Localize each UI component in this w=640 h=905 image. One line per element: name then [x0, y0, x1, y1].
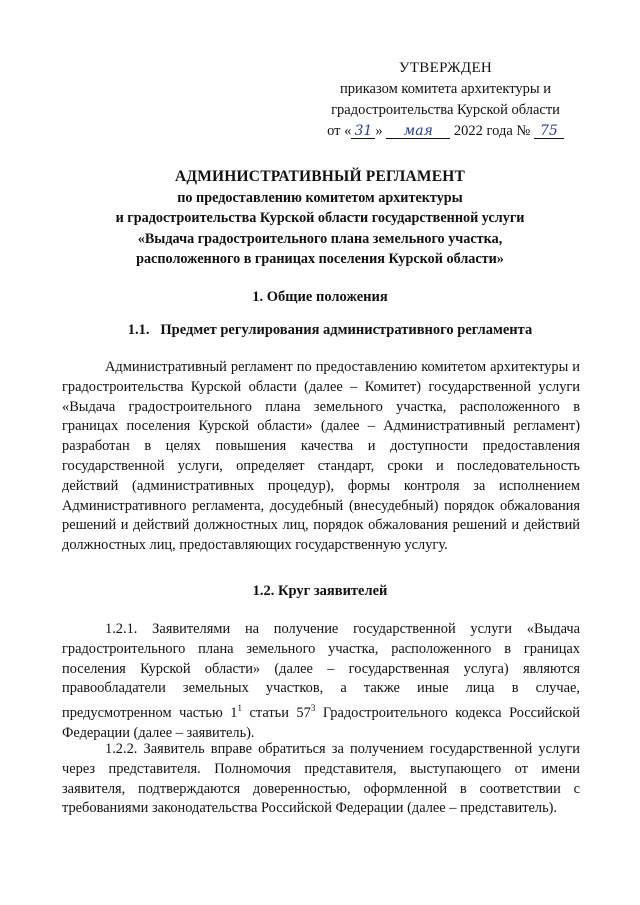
section-1-2-2-paragraph: 1.2.2. Заявитель вправе обратиться за получением государственной услуги через представителя. Полномочия представителя, выступающего от имени заявителя, подтверждаются доверенностью, оформленной в соответствии с требованиями законодательства Российской Федерации (далее – представитель). [62, 741, 580, 817]
date-prefix: от « [327, 123, 352, 139]
section-1-1-paragraph: Административный регламент по предоставлению комитетом архитектуры и градостроительства Курской области (далее – Комитет) государственной услуги «Выдача градостроительного плана земельного участка, расположенного в границах поселения Курской области» (далее – Административный регламент) разработан в целях повышения качества и доступности предоставления государственной услуги, определяет стандарт, сроки и последовательность действий (административных процедур), формы контроля за исполнением Административного регламента, досудебный (внесудебный) порядок обжалования решений и действий должностных лиц, порядок обжалования решений и действий должностных лиц, предоставляющих государственную услугу. [62, 359, 580, 554]
title-main: АДМИНИСТРАТИВНЫЙ РЕГЛАМЕНТ [174, 168, 466, 185]
document-title [60, 167, 580, 270]
approval-line-2: градостроительства Курской области [331, 102, 560, 118]
date-year: 2022 года № [453, 123, 531, 139]
title-line-2: и градостроительства Курской области государственной услуги [115, 210, 525, 226]
title-line-4: расположенного в границах поселения Курской области» [136, 251, 504, 267]
section-1-heading: 1. Общие положения [252, 289, 388, 305]
handwritten-number: 75 [534, 124, 564, 139]
p121-text: 1.2.1. Заявителями на получение государственной услуги «Выдача градостроительного плана земельного участка, расположенного в границах поселения Курской области» (далее – государственная услуга) являются правообладатели земельных участков, а также иные лица в случае, предусмотренном частью 1 [62, 621, 580, 721]
title-line-1: по предоставлению комитетом архитектуры [177, 189, 463, 206]
section-1-2-1-paragraph [62, 620, 580, 744]
approval-date-line [318, 121, 573, 142]
date-quote: » [375, 123, 383, 139]
section-1-1-heading: 1.1. Предмет регулирования административного регламента [127, 322, 533, 338]
handwritten-month: мая [386, 124, 450, 139]
handwritten-day: 31 [351, 124, 375, 139]
title-line-3: «Выдача градостроительного плана земельного участка, [137, 230, 503, 247]
approval-stamp [318, 58, 573, 142]
p121-end: Градостроительного кодекса Российской Федерации (далее – заявитель). [62, 704, 581, 741]
section-1-2-heading: 1.2. Круг заявителей [252, 583, 388, 599]
p121-sup-1: 1 [237, 703, 242, 714]
approval-line-1: приказом комитета архитектуры и [339, 81, 552, 97]
approval-heading: УТВЕРЖДЕН [398, 60, 493, 76]
p121-mid: статьи 57 [241, 704, 311, 721]
p121-sup-2: 3 [310, 703, 316, 714]
